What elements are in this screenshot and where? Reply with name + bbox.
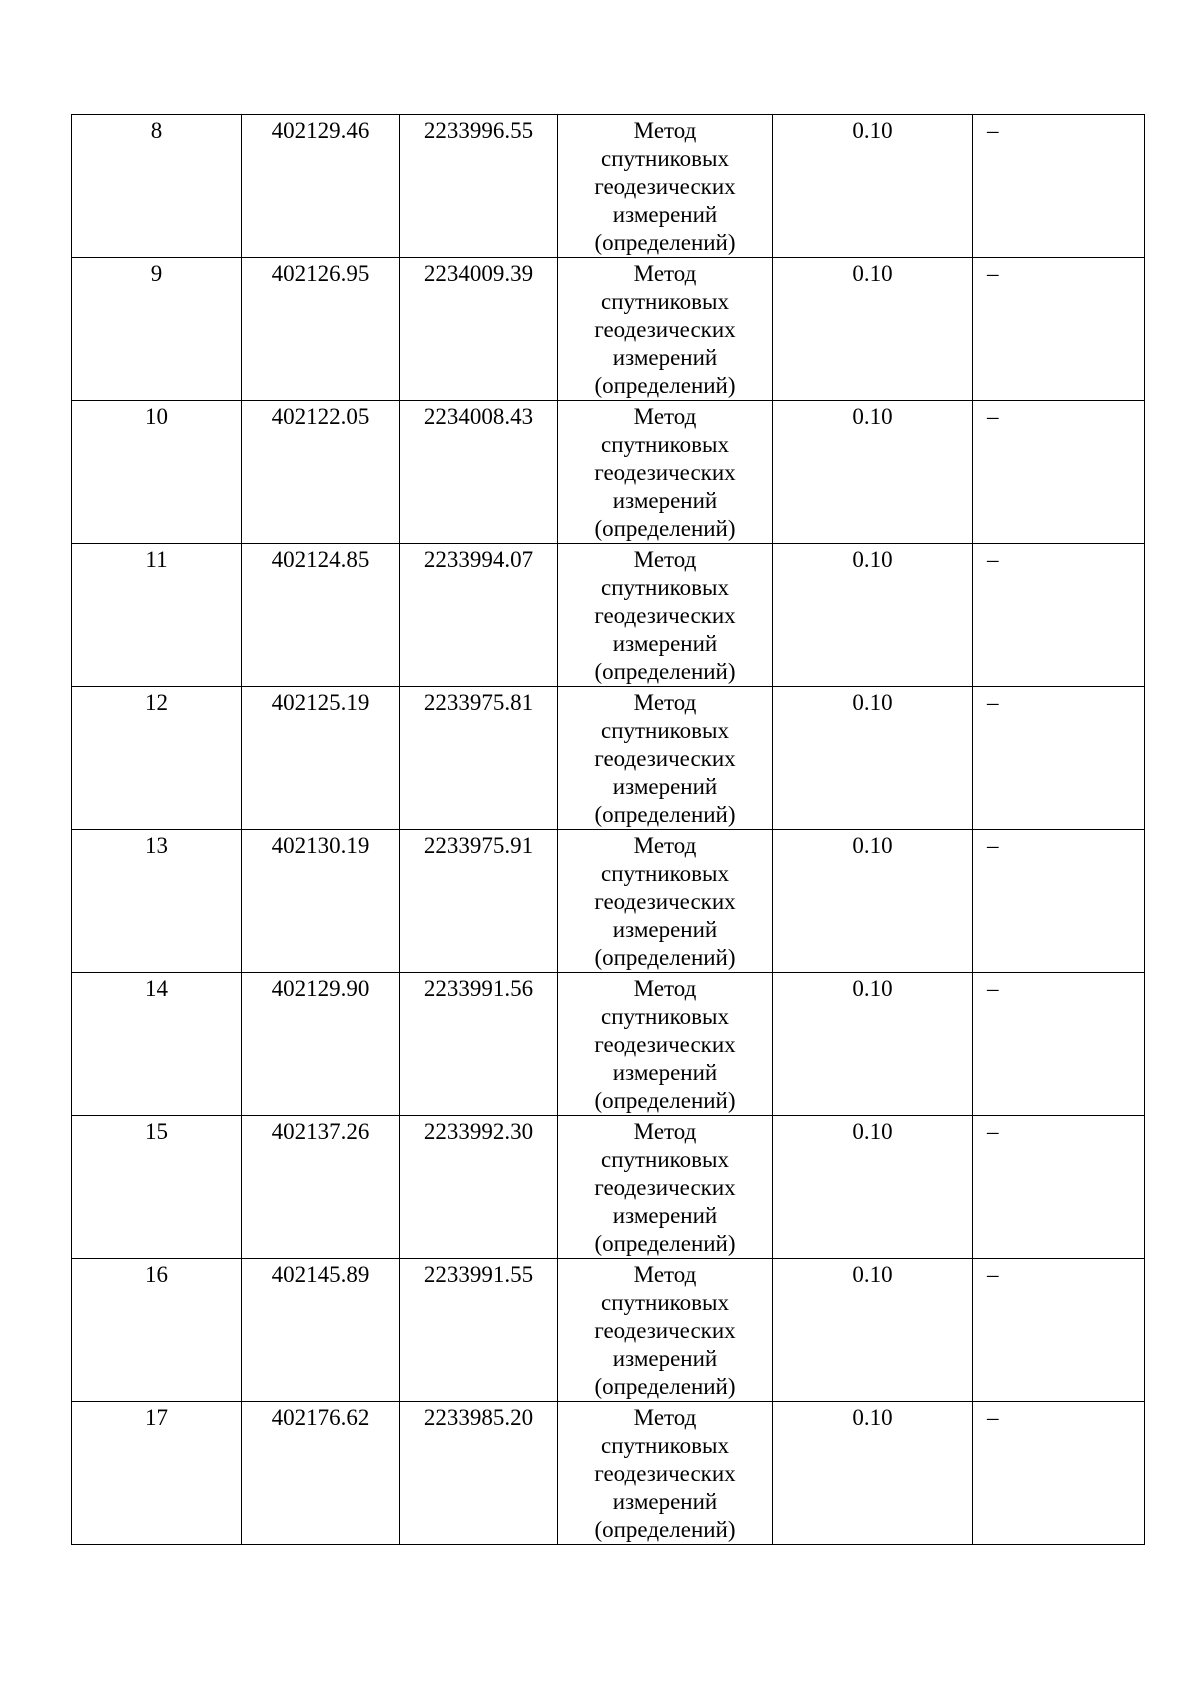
method-text-line: спутниковых [600, 861, 729, 886]
y-coordinate-cell: 2233975.81 [400, 687, 558, 830]
table-row [72, 1402, 1145, 1545]
note-cell: – [973, 1259, 1145, 1402]
method-text-line: Метод [633, 1119, 697, 1144]
method-text-line: Метод [633, 976, 697, 1001]
x-coordinate-cell: 402129.46 [242, 115, 400, 258]
note-cell: – [973, 687, 1145, 830]
method-text-line: геодезических [594, 746, 736, 771]
accuracy-cell: 0.10 [773, 1116, 973, 1259]
note-cell: – [973, 115, 1145, 258]
method-text-line: измерений [612, 1060, 718, 1085]
note-cell: – [973, 1116, 1145, 1259]
table-row [72, 115, 1145, 258]
x-coordinate-cell: 402176.62 [242, 1402, 400, 1545]
table-body [72, 115, 1145, 1545]
method-text-line: измерений [612, 1346, 718, 1371]
method-text-line: (определений) [594, 373, 736, 398]
y-coordinate-cell: 2234008.43 [400, 401, 558, 544]
method-text-line: геодезических [594, 1318, 736, 1343]
method-text-line: (определений) [594, 802, 736, 827]
table-row [72, 544, 1145, 687]
method-text-line: (определений) [594, 230, 736, 255]
point-number-cell: 15 [72, 1116, 242, 1259]
table-row [72, 401, 1145, 544]
note-cell: – [973, 830, 1145, 973]
x-coordinate-cell: 402130.19 [242, 830, 400, 973]
method-cell [558, 401, 773, 544]
method-text-line: измерений [612, 774, 718, 799]
x-coordinate-cell: 402137.26 [242, 1116, 400, 1259]
table-row [72, 687, 1145, 830]
table-row [72, 830, 1145, 973]
method-text-line: геодезических [594, 889, 736, 914]
method-text-line: (определений) [594, 1517, 736, 1542]
method-cell [558, 973, 773, 1116]
table-row [72, 973, 1145, 1116]
method-text-line: спутниковых [600, 146, 729, 171]
method-cell [558, 258, 773, 401]
method-text-line: Метод [633, 261, 697, 286]
method-cell [558, 544, 773, 687]
method-text-line: Метод [633, 118, 697, 143]
method-text-line: геодезических [594, 317, 736, 342]
accuracy-cell: 0.10 [773, 1402, 973, 1545]
method-text-line: измерений [612, 917, 718, 942]
y-coordinate-cell: 2233975.91 [400, 830, 558, 973]
method-cell [558, 115, 773, 258]
method-cell [558, 830, 773, 973]
note-cell: – [973, 973, 1145, 1116]
method-cell [558, 687, 773, 830]
y-coordinate-cell: 2233996.55 [400, 115, 558, 258]
x-coordinate-cell: 402124.85 [242, 544, 400, 687]
method-text-line: геодезических [594, 603, 736, 628]
method-text-line: (определений) [594, 1374, 736, 1399]
point-number-cell: 8 [72, 115, 242, 258]
method-text-line: геодезических [594, 174, 736, 199]
method-text-line: геодезических [594, 1032, 736, 1057]
method-text-line: спутниковых [600, 718, 729, 743]
method-text-line: геодезических [594, 1175, 736, 1200]
note-cell: – [973, 258, 1145, 401]
point-number-cell: 17 [72, 1402, 242, 1545]
method-text-line: спутниковых [600, 1433, 729, 1458]
accuracy-cell: 0.10 [773, 687, 973, 830]
method-text-line: Метод [633, 547, 697, 572]
note-cell: – [973, 1402, 1145, 1545]
x-coordinate-cell: 402125.19 [242, 687, 400, 830]
method-text-line: спутниковых [600, 575, 729, 600]
method-text-line: Метод [633, 690, 697, 715]
table-row [72, 1259, 1145, 1402]
method-text-line: геодезических [594, 460, 736, 485]
point-number-cell: 14 [72, 973, 242, 1116]
point-number-cell: 12 [72, 687, 242, 830]
method-cell [558, 1116, 773, 1259]
accuracy-cell: 0.10 [773, 973, 973, 1116]
method-text-line: (определений) [594, 1088, 736, 1113]
method-cell [558, 1259, 773, 1402]
method-text-line: (определений) [594, 659, 736, 684]
y-coordinate-cell: 2233991.55 [400, 1259, 558, 1402]
y-coordinate-cell: 2234009.39 [400, 258, 558, 401]
y-coordinate-cell: 2233992.30 [400, 1116, 558, 1259]
note-cell: – [973, 544, 1145, 687]
method-text-line: спутниковых [600, 1147, 729, 1172]
point-number-cell: 16 [72, 1259, 242, 1402]
method-text-line: (определений) [594, 516, 736, 541]
coordinates-table [71, 114, 1145, 1545]
method-text-line: Метод [633, 404, 697, 429]
method-text-line: геодезических [594, 1461, 736, 1486]
method-text-line: измерений [612, 202, 718, 227]
x-coordinate-cell: 402145.89 [242, 1259, 400, 1402]
method-text-line: (определений) [594, 1231, 736, 1256]
method-text-line: измерений [612, 488, 718, 513]
method-cell [558, 1402, 773, 1545]
accuracy-cell: 0.10 [773, 830, 973, 973]
x-coordinate-cell: 402126.95 [242, 258, 400, 401]
accuracy-cell: 0.10 [773, 1259, 973, 1402]
y-coordinate-cell: 2233994.07 [400, 544, 558, 687]
y-coordinate-cell: 2233985.20 [400, 1402, 558, 1545]
note-cell: – [973, 401, 1145, 544]
method-text-line: Метод [633, 1405, 697, 1430]
method-text-line: спутниковых [600, 289, 729, 314]
point-number-cell: 13 [72, 830, 242, 973]
method-text-line: Метод [633, 833, 697, 858]
point-number-cell: 11 [72, 544, 242, 687]
method-text-line: спутниковых [600, 1004, 729, 1029]
method-text-line: измерений [612, 1489, 718, 1514]
point-number-cell: 9 [72, 258, 242, 401]
table-row [72, 258, 1145, 401]
x-coordinate-cell: 402122.05 [242, 401, 400, 544]
method-text-line: спутниковых [600, 1290, 729, 1315]
accuracy-cell: 0.10 [773, 258, 973, 401]
method-text-line: (определений) [594, 945, 736, 970]
accuracy-cell: 0.10 [773, 115, 973, 258]
method-text-line: измерений [612, 345, 718, 370]
accuracy-cell: 0.10 [773, 544, 973, 687]
method-text-line: спутниковых [600, 432, 729, 457]
x-coordinate-cell: 402129.90 [242, 973, 400, 1116]
method-text-line: Метод [633, 1262, 697, 1287]
table-row [72, 1116, 1145, 1259]
y-coordinate-cell: 2233991.56 [400, 973, 558, 1116]
accuracy-cell: 0.10 [773, 401, 973, 544]
method-text-line: измерений [612, 631, 718, 656]
method-text-line: измерений [612, 1203, 718, 1228]
point-number-cell: 10 [72, 401, 242, 544]
